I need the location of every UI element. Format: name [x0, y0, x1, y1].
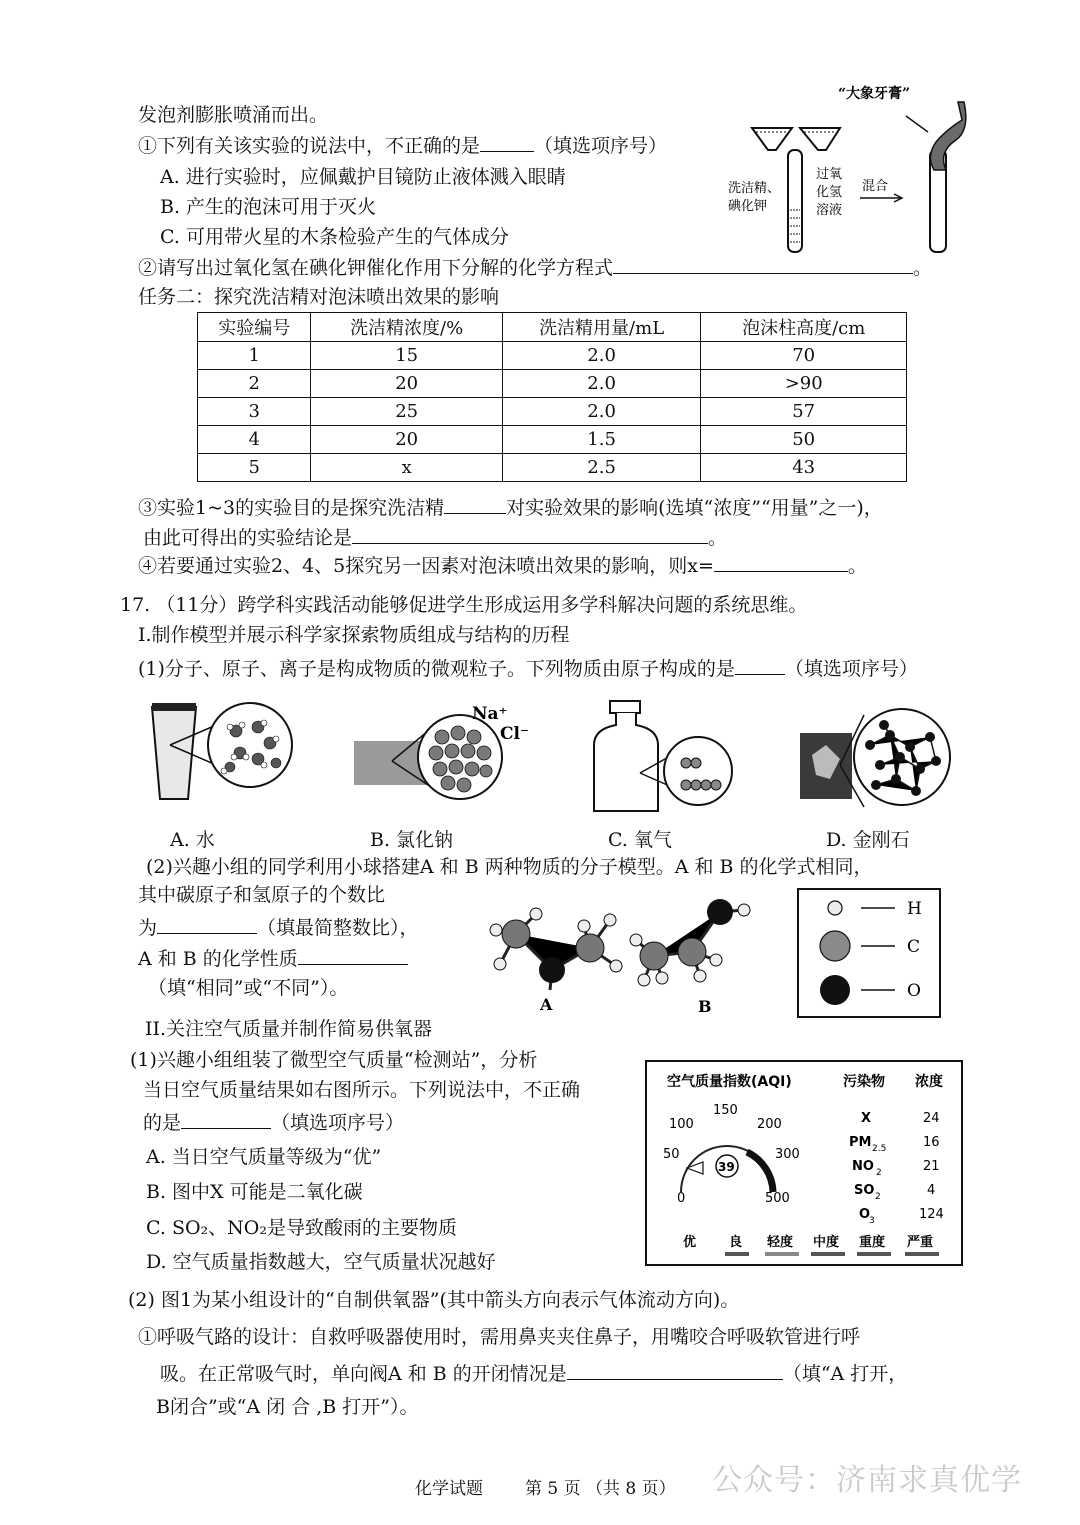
atom-legend-graphic — [799, 890, 939, 1016]
q16-sub2-text: ②请写出过氧化氢在碘化钾催化作用下分解的化学方程式 — [138, 257, 614, 279]
q17-p1-q2-line4 — [138, 946, 408, 971]
q17-p1-q2-text-c: 为 — [138, 917, 158, 939]
table-cell: 4 — [198, 426, 311, 454]
pollutant-sub: 2.5 — [872, 1144, 887, 1154]
aqi-title: 空气质量指数(AQI) — [667, 1074, 792, 1090]
pollutant-conc: 24 — [923, 1111, 940, 1126]
table-cell: 20 — [311, 426, 502, 454]
q17-p2-q2-text-b: 吸。在正常吸气时，单向阀A 和 B 的开闭情况是 — [160, 1363, 567, 1385]
q17-p2-q1-tail: （填选项序号） — [271, 1112, 405, 1134]
footer-subject: 化学试题 — [415, 1479, 483, 1499]
q17-p1-q2-text-d: A 和 B 的化学性质 — [138, 948, 298, 970]
cylinder-icon — [788, 150, 802, 252]
pollutant-conc: 21 — [923, 1159, 940, 1174]
figure-title: “大象牙膏” — [838, 86, 911, 102]
tick-100: 100 — [669, 1117, 694, 1132]
table-cell: 5 — [198, 454, 311, 482]
table-cell: x — [311, 454, 502, 482]
label-h2o2-1: 过氧 — [816, 167, 843, 182]
table-cell: 2.0 — [502, 370, 701, 398]
q17-part1-heading: I.制作模型并展示科学家探索物质组成与结构的历程 — [138, 624, 570, 646]
q16-sub3-line1 — [138, 495, 883, 520]
label-detergent: 洗洁精、 — [728, 181, 781, 196]
q17-p1-q1-text: (1)分子、原子、离子是构成物质的微观粒子。下列物质由原子构成的是 — [138, 658, 735, 680]
tick-0: 0 — [677, 1191, 686, 1206]
q17-p2-option-d: D. 空气质量指数越大，空气质量状况越好 — [146, 1251, 496, 1273]
experiment-table — [197, 312, 907, 482]
zoom-circle-icon — [208, 703, 292, 787]
pollutant-sub: 2 — [875, 1192, 881, 1202]
pollutant-conc: 16 — [923, 1135, 940, 1150]
model-b-label: B — [698, 997, 712, 1016]
table-cell: 1 — [198, 342, 311, 370]
table-header-row — [198, 313, 907, 342]
q16-option-a: A. 进行实验时，应佩戴护目镜防止液体溅入眼睛 — [160, 166, 566, 188]
q16-option-b: B. 产生的泡沫可用于灭火 — [160, 196, 377, 218]
level-label: 良 — [729, 1235, 743, 1250]
col-header: 泡沫柱高度/cm — [701, 313, 907, 342]
table-cell: 70 — [701, 342, 907, 370]
legend-o: O — [907, 981, 921, 1001]
table-row — [198, 426, 907, 454]
pollutant-name: PM — [849, 1135, 872, 1150]
q17-p2-q1-line3 — [143, 1110, 404, 1135]
q17-p1-q1-tail: （填选项序号） — [784, 658, 918, 680]
pollutant-sub: 2 — [876, 1168, 882, 1178]
pollutant-conc: 124 — [919, 1207, 944, 1222]
q16-sub3-text-c: 由此可得出的实验结论是 — [143, 527, 353, 549]
q16-sub4-text: ④若要通过实验2、4、5探究另一因素对泡沫喷出效果的影响，则x= — [138, 555, 714, 577]
aqi-panel — [645, 1060, 963, 1266]
label-h2o2-2: 化氢 — [816, 185, 843, 200]
footer-page-number: 第 5 页 （共 8 页） — [525, 1479, 676, 1499]
q17-p1-q2-line3 — [138, 915, 419, 940]
pollutant-name: O — [859, 1207, 871, 1222]
level-label: 优 — [683, 1235, 697, 1250]
col-header: 洗洁精浓度/% — [311, 313, 502, 342]
level-label: 轻度 — [767, 1235, 794, 1250]
q16-sub1-tail: （填选项序号） — [534, 135, 668, 157]
answer-blank[interactable] — [444, 495, 506, 514]
q17-heading: 17. （11分）跨学科实践活动能够促进学生形成运用多学科解决问题的系统思维。 — [120, 594, 808, 616]
q17-p1-q2-line5: （填“相同”或“不同”）。 — [148, 977, 349, 999]
oxygen-picture — [594, 701, 732, 811]
q17-p2-q1-line2: 当日空气质量结果如右图所示。下列说法中，不正确 — [143, 1079, 581, 1101]
q16-sub4-line — [138, 553, 867, 578]
model-a-label: A — [540, 995, 553, 1014]
q16-sub2-end: 。 — [913, 257, 933, 279]
q17-p2-q2-line3: B闭合”或“A 闭 合 ,B 打开”）。 — [156, 1396, 419, 1418]
q16-sub3-text-b: 对实验效果的影响(选填“浓度”“用量”之一)， — [506, 497, 883, 519]
table-cell: 3 — [198, 398, 311, 426]
answer-blank[interactable] — [181, 1110, 271, 1129]
foam-icon — [930, 102, 965, 170]
table-row — [198, 342, 907, 370]
table-cell: 57 — [701, 398, 907, 426]
tick-150: 150 — [713, 1103, 738, 1118]
atom-legend — [797, 888, 941, 1018]
table-cell: 2 — [198, 370, 311, 398]
q17-p1-q2-line2: 其中碳原子和氢原子的个数比 — [138, 884, 386, 906]
pollutant-conc: 4 — [927, 1183, 936, 1198]
water-picture — [152, 703, 292, 799]
q16-sub4-end: 。 — [847, 555, 867, 577]
elephant-toothpaste-figure — [720, 80, 970, 260]
aqi-panel-graphic — [647, 1062, 961, 1264]
carbon-ball-icon — [820, 931, 850, 961]
na-ion-label: Na⁺ — [472, 704, 508, 724]
pollutant-name: X — [861, 1111, 872, 1126]
level-label: 中度 — [813, 1235, 840, 1250]
answer-blank[interactable] — [480, 133, 534, 152]
substance-c-label: C. 氧气 — [608, 829, 672, 851]
q17-p2-option-a: A. 当日空气质量等级为“优” — [146, 1146, 382, 1168]
pollutant-name: SO — [854, 1183, 875, 1198]
q17-p2-q1-text-c: 的是 — [143, 1112, 182, 1134]
oxygen-ball-icon — [820, 975, 850, 1005]
funnel-right-icon — [800, 128, 840, 150]
table-cell: >90 — [701, 370, 907, 398]
label-h2o2-3: 溶液 — [816, 203, 843, 218]
table-row — [198, 370, 907, 398]
q17-p2-option-b: B. 图中X 可能是二氧化碳 — [146, 1181, 363, 1203]
table-cell: 50 — [701, 426, 907, 454]
diamond-picture — [800, 709, 950, 807]
molecule-models — [480, 890, 780, 1020]
substance-b-label: B. 氯化钠 — [370, 829, 454, 851]
col-header: 洗洁精用量/mL — [502, 313, 701, 342]
q16-sub3-line2 — [143, 525, 727, 550]
cl-ion-label: Cl⁻ — [500, 724, 529, 744]
tick-50: 50 — [663, 1147, 680, 1162]
substance-a-label: A. 水 — [170, 829, 215, 851]
funnel-left-icon — [752, 128, 792, 150]
table-cell: 2.5 — [502, 454, 701, 482]
q17-p2-q2-line2 — [160, 1361, 907, 1386]
q16-sub1-stem — [138, 133, 667, 158]
x-value-blank[interactable] — [714, 553, 848, 572]
level-bar — [725, 1252, 939, 1256]
table-cell: 20 — [311, 370, 502, 398]
q17-p1-q1 — [138, 656, 918, 681]
task2-heading: 任务二：探究洗洁精对泡沫喷出效果的影响 — [138, 286, 500, 308]
table-cell: 2.0 — [502, 398, 701, 426]
pollutant-name: NO — [852, 1159, 874, 1174]
substance-pictures — [140, 695, 960, 820]
tick-200: 200 — [757, 1117, 782, 1132]
q17-p2-q2-line1: ①呼吸气路的设计：自救呼吸器使用时，需用鼻夹夹住鼻子，用嘴咬合呼吸软管进行呼 — [138, 1326, 861, 1348]
table-cell: 2.0 — [502, 342, 701, 370]
label-ki: 碘化钾 — [728, 199, 768, 214]
q16-intro-line: 发泡剂膨胀喷涌而出。 — [138, 104, 329, 126]
level-label: 重度 — [859, 1235, 886, 1250]
table-cell: 1.5 — [502, 426, 701, 454]
col-header: 实验编号 — [198, 313, 311, 342]
conclusion-blank[interactable] — [352, 525, 708, 544]
pollutant-sub: 3 — [869, 1216, 875, 1226]
legend-c: C — [907, 937, 921, 957]
property-blank[interactable] — [298, 946, 408, 965]
table-row — [198, 398, 907, 426]
table-cell: 15 — [311, 342, 502, 370]
aqi-col-pollutant: 污染物 — [843, 1074, 885, 1090]
table-cell: 25 — [311, 398, 502, 426]
q17-part2-heading: II.关注空气质量并制作简易供氧器 — [145, 1018, 433, 1040]
aqi-value: 39 — [718, 1160, 735, 1174]
ratio-blank[interactable] — [157, 915, 257, 934]
legend-h: H — [907, 899, 922, 919]
q17-p1-q2-tail-c: （填最简整数比）， — [257, 917, 419, 939]
level-label: 严重 — [907, 1235, 934, 1250]
q17-p2-q1-line1: (1)兴趣小组组装了微型空气质量“检测站”，分析 — [130, 1049, 538, 1071]
watermark: 公众号：济南求真优学 — [712, 1463, 1022, 1498]
tick-500: 500 — [765, 1191, 790, 1206]
gas-bottle-icon — [594, 713, 658, 811]
valve-state-blank[interactable] — [567, 1361, 783, 1380]
q17-p2-option-c: C. SO₂、NO₂是导致酸雨的主要物质 — [146, 1217, 457, 1239]
q16-option-c: C. 可用带火星的木条检验产生的气体成分 — [160, 226, 509, 248]
label-mix: 混合 — [862, 179, 889, 194]
q16-sub3-text-a: ③实验1~3的实验目的是探究洗洁精 — [138, 497, 445, 519]
tick-300: 300 — [775, 1147, 800, 1162]
q17-p2-q2-heading: (2) 图1为某小组设计的“自制供氧器”(其中箭头方向表示气体流动方向)。 — [128, 1289, 740, 1311]
table-row — [198, 454, 907, 482]
q17-p2-q2-tail-b: （填“A 打开， — [782, 1363, 908, 1385]
q16-sub3-end: 。 — [708, 527, 728, 549]
answer-blank[interactable] — [735, 656, 785, 675]
table-cell: 43 — [701, 454, 907, 482]
hydrogen-ball-icon — [828, 901, 842, 915]
aqi-col-conc: 浓度 — [915, 1074, 943, 1090]
substance-d-label: D. 金刚石 — [826, 829, 910, 851]
nacl-picture — [354, 704, 529, 799]
q17-p1-q2-line1: (2)兴趣小组的同学利用小球搭建A 和 B 两种物质的分子模型。A 和 B 的化学式相同， — [146, 856, 873, 878]
q16-sub1-text: ①下列有关该实验的说法中，不正确的是 — [138, 135, 481, 157]
